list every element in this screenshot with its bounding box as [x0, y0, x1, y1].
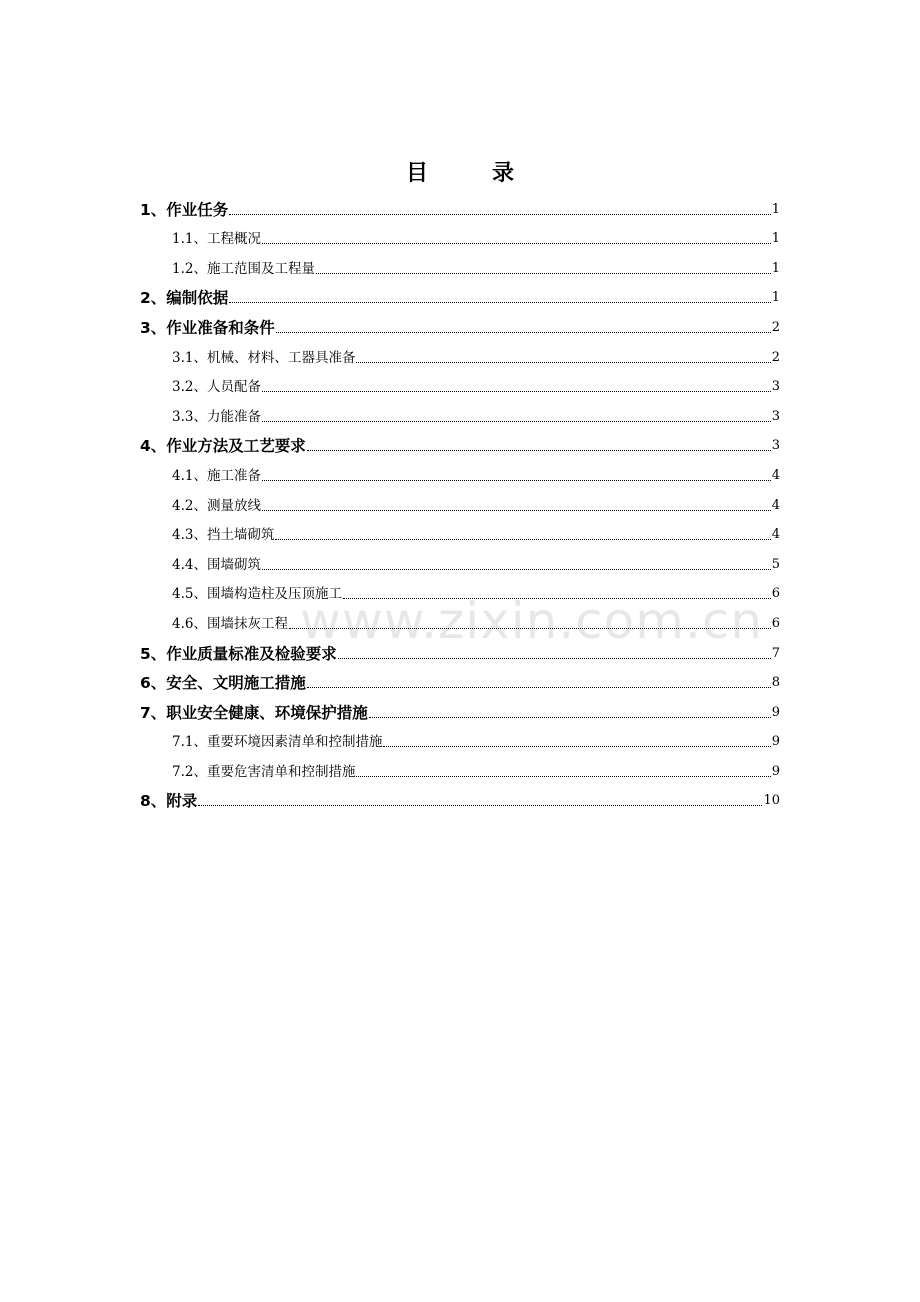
toc-entry-label: 6、安全、文明施工措施	[140, 674, 306, 693]
dot-leader	[198, 804, 762, 806]
toc-entry-page-number: 9	[771, 763, 780, 779]
table-of-contents	[140, 190, 780, 811]
toc-entry-label: 4.6、围墙抹灰工程	[172, 615, 288, 632]
toc-title	[0, 156, 920, 187]
dot-leader	[307, 449, 771, 451]
toc-entry-label: 2、编制依据	[140, 289, 229, 308]
toc-entry-page-number: 3	[771, 408, 780, 424]
toc-entry-label: 4.5、围墙构造柱及压顶施工	[172, 586, 342, 603]
dot-leader	[369, 716, 771, 718]
toc-entry-level1[interactable]	[140, 693, 780, 723]
toc-entry-label: 4.3、挡土墙砌筑	[172, 527, 275, 544]
toc-entry-label: 4.2、测量放线	[172, 497, 261, 514]
dot-leader	[275, 538, 770, 540]
toc-entry-level2[interactable]	[140, 368, 780, 398]
toc-title-char-2: 录	[492, 161, 515, 186]
toc-entry-level2[interactable]	[140, 575, 780, 605]
dot-leader	[338, 657, 771, 659]
toc-entry-page-number: 1	[771, 231, 780, 247]
toc-entry-level2[interactable]	[140, 723, 780, 753]
toc-entry-level2[interactable]	[140, 752, 780, 782]
dot-leader	[356, 361, 770, 363]
toc-entry-page-number: 8	[771, 675, 780, 691]
toc-entry-page-number: 10	[763, 793, 780, 809]
toc-entry-page-number: 2	[771, 349, 780, 365]
toc-entry-label: 7.2、重要危害清单和控制措施	[172, 763, 356, 780]
toc-entry-level1[interactable]	[140, 427, 780, 457]
toc-entry-level2[interactable]	[140, 220, 780, 250]
dot-leader	[262, 390, 771, 392]
toc-entry-label: 5、作业质量标准及检验要求	[140, 644, 337, 663]
toc-entry-page-number: 2	[771, 319, 780, 335]
dot-leader	[229, 213, 770, 215]
toc-entry-page-number: 6	[771, 586, 780, 602]
toc-entry-level1[interactable]	[140, 664, 780, 694]
toc-entry-level1[interactable]	[140, 308, 780, 338]
toc-entry-label: 4、作业方法及工艺要求	[140, 437, 306, 456]
dot-leader	[262, 509, 771, 511]
toc-entry-label: 4.1、施工准备	[172, 467, 261, 484]
toc-entry-page-number: 1	[771, 201, 780, 217]
toc-entry-page-number: 3	[771, 438, 780, 454]
toc-entry-label: 7、职业安全健康、环境保护措施	[140, 703, 368, 722]
toc-entry-label: 1、作业任务	[140, 200, 229, 219]
toc-entry-level2[interactable]	[140, 397, 780, 427]
toc-entry-label: 1.1、工程概况	[172, 231, 261, 248]
dot-leader	[262, 242, 771, 244]
toc-entry-page-number: 3	[771, 379, 780, 395]
toc-entry-label: 3.2、人员配备	[172, 379, 261, 396]
toc-title-char-1: 目	[405, 161, 428, 186]
toc-entry-level2[interactable]	[140, 486, 780, 516]
toc-entry-page-number: 7	[771, 645, 780, 661]
toc-entry-page-number: 4	[771, 497, 780, 513]
toc-entry-level2[interactable]	[140, 338, 780, 368]
toc-entry-page-number: 1	[771, 290, 780, 306]
toc-entry-level1[interactable]	[140, 782, 780, 812]
toc-entry-page-number: 4	[771, 527, 780, 543]
toc-entry-label: 4.4、围墙砌筑	[172, 556, 261, 573]
dot-leader	[307, 686, 771, 688]
toc-entry-level2[interactable]	[140, 456, 780, 486]
toc-entry-label: 3、作业准备和条件	[140, 318, 275, 337]
dot-leader	[262, 420, 771, 422]
dot-leader	[316, 272, 771, 274]
toc-entry-label: 3.1、机械、材料、工器具准备	[172, 349, 356, 366]
toc-entry-level1[interactable]	[140, 190, 780, 220]
toc-entry-label: 1.2、施工范围及工程量	[172, 260, 315, 277]
toc-entry-label: 3.3、力能准备	[172, 408, 261, 425]
dot-leader	[343, 597, 771, 599]
toc-entry-level2[interactable]	[140, 516, 780, 546]
dot-leader	[289, 627, 771, 629]
toc-entry-page-number: 4	[771, 467, 780, 483]
toc-entry-page-number: 1	[771, 260, 780, 276]
dot-leader	[356, 775, 770, 777]
dot-leader	[383, 745, 770, 747]
toc-entry-level2[interactable]	[140, 249, 780, 279]
toc-entry-page-number: 9	[771, 734, 780, 750]
toc-entry-level1[interactable]	[140, 279, 780, 309]
toc-entry-level2[interactable]	[140, 545, 780, 575]
watermark: www.zixin.com.cn	[300, 592, 764, 650]
dot-leader	[229, 301, 770, 303]
dot-leader	[262, 479, 771, 481]
toc-entry-label: 8、附录	[140, 792, 198, 811]
toc-entry-label: 7.1、重要环境因素清单和控制措施	[172, 734, 383, 751]
toc-entry-level2[interactable]	[140, 604, 780, 634]
dot-leader	[262, 568, 771, 570]
dot-leader	[276, 331, 771, 333]
toc-entry-page-number: 5	[771, 556, 780, 572]
toc-entry-level1[interactable]	[140, 634, 780, 664]
toc-entry-page-number: 6	[771, 615, 780, 631]
toc-entry-page-number: 9	[771, 704, 780, 720]
